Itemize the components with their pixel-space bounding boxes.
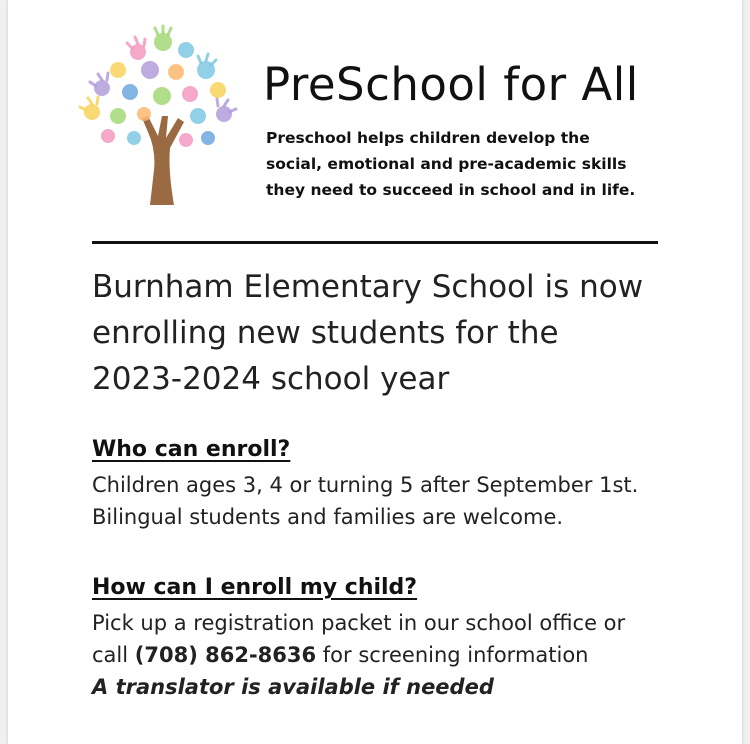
who-line: Bilingual students and families are welcome. [92,505,564,529]
how-line-1: Pick up a registration packet in our school office or [92,611,626,635]
tagline [266,125,666,203]
enrollment-announcement [92,264,692,402]
tagline-line: they need to succeed in school and in life. [266,181,636,199]
divider [92,241,658,244]
call-suffix: for screening information [316,643,589,667]
announcement-line: enrolling new students for the [92,315,559,351]
translator-note: A translator is available if needed [92,675,494,699]
handprint-tree-logo [78,20,248,205]
how-to-enroll-heading: How can I enroll my child? [92,575,418,600]
how-line-2 [92,639,625,671]
page-title: PreSchool for All [263,58,639,111]
phone-number: (708) 862-8636 [134,643,317,667]
call-prefix: call [92,643,135,667]
who-can-enroll-heading: Who can enroll? [92,437,291,462]
announcement-line: Burnham Elementary School is now [92,269,644,305]
tagline-line: social, emotional and pre-academic skills [266,155,627,173]
who-line: Children ages 3, 4 or turning 5 after September 1st. [92,473,639,497]
announcement-line: 2023-2024 school year [92,361,450,397]
how-to-enroll-text [92,607,625,703]
who-can-enroll-text [92,469,638,533]
flyer-page [8,0,742,744]
tagline-line: Preschool helps children develop the [266,129,590,147]
